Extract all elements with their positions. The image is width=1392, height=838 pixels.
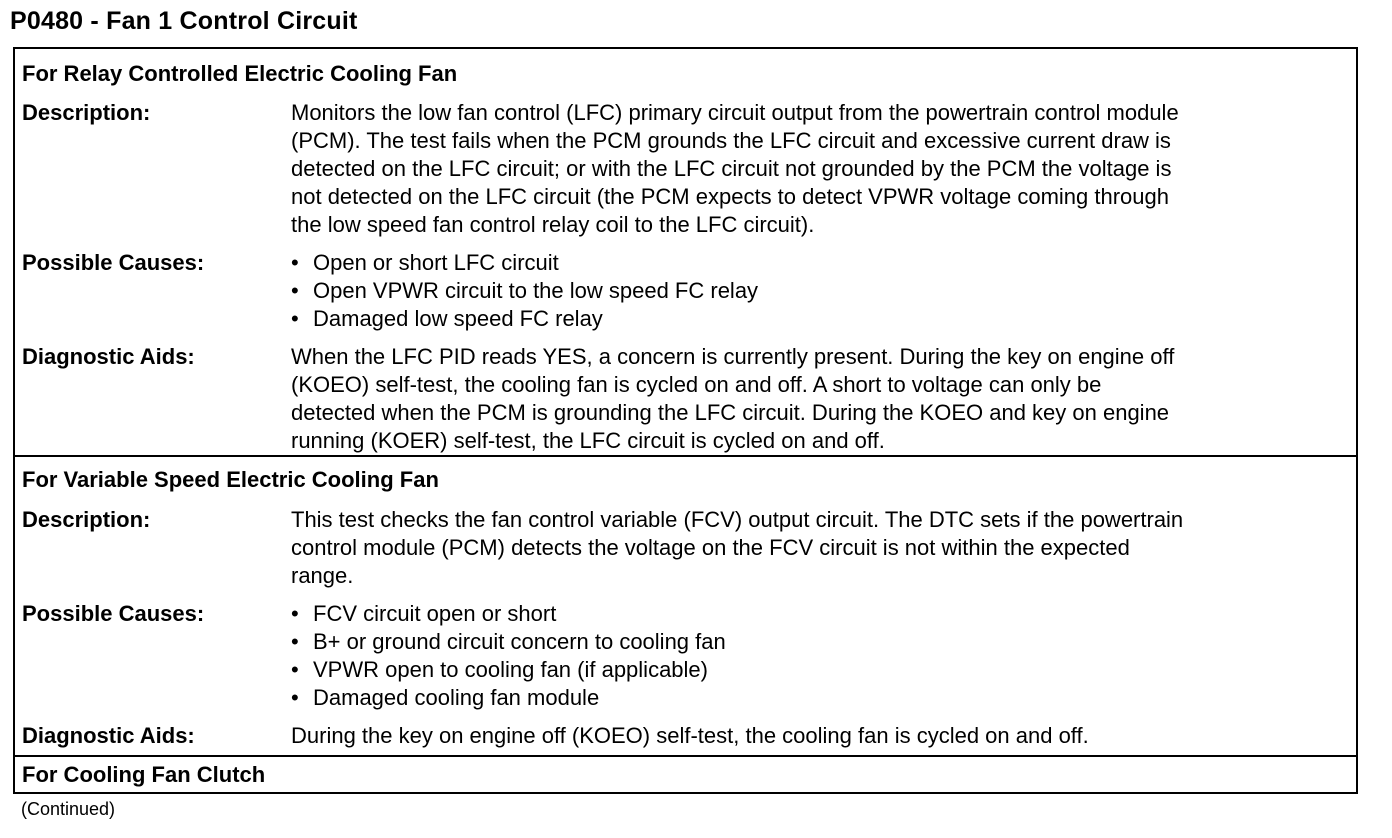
cause-item: • Open or short LFC circuit <box>291 249 1343 277</box>
section-heading: For Relay Controlled Electric Cooling Fan <box>22 61 458 86</box>
section-heading: For Variable Speed Electric Cooling Fan <box>22 467 439 492</box>
description-line: This test checks the fan control variable (FCV) output circuit. The DTC sets if the powertrain <box>291 507 1184 532</box>
description-text <box>291 99 1343 239</box>
diagnostic-aids-text <box>291 722 1343 750</box>
description-label: Description: <box>22 100 151 125</box>
possible-causes-label: Possible Causes: <box>22 601 205 626</box>
aids-line: During the key on engine off (KOEO) self-test, the cooling fan is cycled on and off. <box>291 723 1089 748</box>
description-line: not detected on the LFC circuit (the PCM expects to detect VPWR voltage coming through <box>291 184 1169 209</box>
description-line: Monitors the low fan control (LFC) primary circuit output from the powertrain control module <box>291 100 1179 125</box>
aids-line: running (KOER) self-test, the LFC circuit is cycled on and off. <box>291 428 885 453</box>
aids-line: detected when the PCM is grounding the LFC circuit. During the KOEO and key on engine <box>291 400 1170 425</box>
description-line: range. <box>291 563 354 588</box>
description-line: the low speed fan control relay coil to the LFC circuit). <box>291 212 815 237</box>
description-line: control module (PCM) detects the voltage on the FCV circuit is not within the expected <box>291 535 1130 560</box>
cause-item: • Open VPWR circuit to the low speed FC relay <box>291 277 1343 305</box>
description-line: (PCM). The test fails when the PCM grounds the LFC circuit and excessive current draw is <box>291 128 1171 153</box>
cause-item: • B+ or ground circuit concern to cooling fan <box>291 628 1343 656</box>
page-title: P0480 - Fan 1 Control Circuit <box>10 7 358 35</box>
description-line: detected on the LFC circuit; or with the LFC circuit not grounded by the PCM the voltage is <box>291 156 1172 181</box>
cause-item: • Damaged low speed FC relay <box>291 305 1343 333</box>
cause-item: • VPWR open to cooling fan (if applicable) <box>291 656 1343 684</box>
description-label: Description: <box>22 507 151 532</box>
section-fan-clutch <box>15 755 1356 794</box>
aids-line: When the LFC PID reads YES, a concern is currently present. During the key on engine off <box>291 344 1175 369</box>
section-heading: For Cooling Fan Clutch <box>22 762 266 787</box>
section-relay-controlled-fan <box>15 49 1356 455</box>
aids-line: (KOEO) self-test, the cooling fan is cycled on and off. A short to voltage can only be <box>291 372 1102 397</box>
diagnostic-aids-label: Diagnostic Aids: <box>22 344 195 369</box>
dtc-table <box>13 47 1358 794</box>
continued-note: (Continued) <box>21 799 116 819</box>
cause-item: • Damaged cooling fan module <box>291 684 1343 712</box>
description-text <box>291 506 1343 590</box>
possible-causes-label: Possible Causes: <box>22 250 205 275</box>
section-variable-speed-fan <box>15 455 1356 757</box>
cause-item: • FCV circuit open or short <box>291 600 1343 628</box>
possible-causes-list <box>291 249 1343 333</box>
diagnostic-aids-text <box>291 343 1343 455</box>
diagnostic-aids-label: Diagnostic Aids: <box>22 723 195 748</box>
possible-causes-list <box>291 600 1343 712</box>
